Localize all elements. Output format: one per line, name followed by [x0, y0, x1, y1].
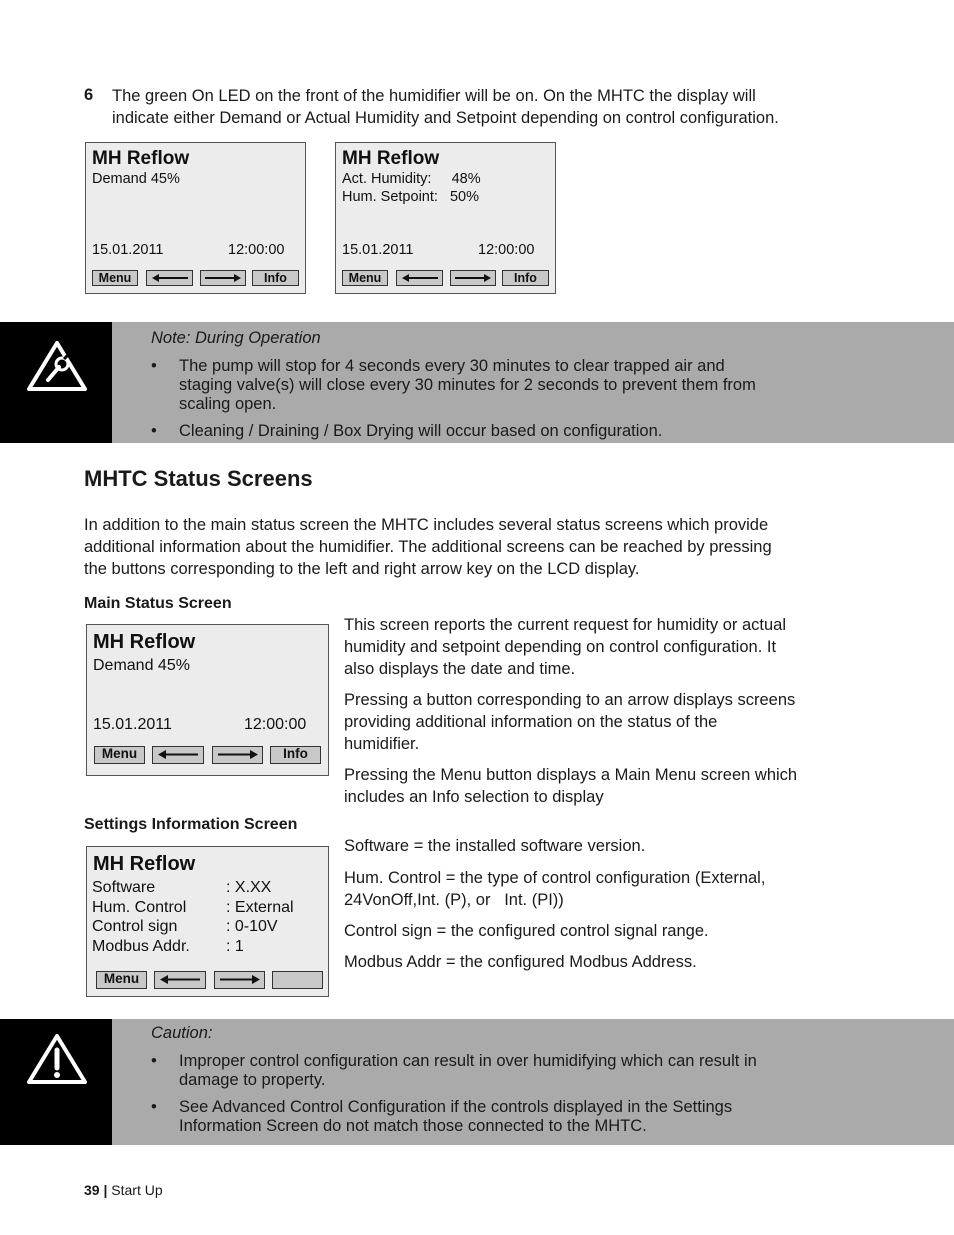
- right-arrow-icon: [454, 273, 492, 283]
- lcd-right-arrow-button[interactable]: [450, 270, 496, 286]
- lcd-time: 12:00:00: [244, 716, 307, 733]
- keyword-software: Software: [344, 837, 410, 855]
- left-arrow-icon: [159, 974, 201, 985]
- section-title: MHTC Status Screens: [84, 466, 313, 491]
- page-footer: [84, 1182, 163, 1198]
- step-text: The green On LED on the front of the humidifier will be on. On the MHTC the display will indicate either Demand or Actual Humidity and Setpoint depending on control configuration.: [112, 87, 779, 127]
- main-status-desc: This screen reports the current request for humidity or actual humidity and setpoint depending on control configuration. It also displays the date and time.: [344, 616, 787, 678]
- note-icon-block: [0, 322, 112, 443]
- lcd-date: 15.01.2011: [92, 242, 164, 258]
- lcd-date: 15.01.2011: [93, 716, 172, 733]
- note-bullet-2: Cleaning / Draining / Box Drying will occur based on configuration.: [179, 422, 663, 440]
- lcd-row-value: : 1: [226, 938, 244, 955]
- lcd-title: MH Reflow: [342, 148, 440, 169]
- lcd-hum-setpoint: Hum. Setpoint: 50%: [342, 189, 480, 205]
- keyword-arrow: arrow: [627, 691, 669, 709]
- right-arrow-icon: [219, 974, 261, 985]
- keyword-modbus-addr: Modbus Addr: [344, 953, 442, 971]
- bullet-mark: •: [151, 1052, 157, 1070]
- lcd-blank-button[interactable]: [272, 971, 323, 989]
- lcd-row-value: : X.XX: [226, 879, 272, 896]
- lcd-actual-screen: [335, 142, 556, 294]
- caution-icon-block: [0, 1019, 112, 1145]
- lcd-row-label: Hum. Control: [92, 899, 187, 916]
- exclamation-warning-icon: [26, 1033, 88, 1085]
- lcd-left-arrow-button[interactable]: [146, 270, 193, 286]
- def-control-sign: Control sign = the configured control signal range.: [344, 922, 709, 940]
- caution-bullet-1: Improper control configuration can result in over humidifying which can result in damage to property.: [179, 1052, 757, 1089]
- lcd-info-button[interactable]: Info: [502, 270, 549, 286]
- main-status-heading: Main Status Screen: [84, 595, 232, 612]
- footer-separator: |: [103, 1182, 108, 1198]
- lcd-menu-button[interactable]: Menu: [342, 270, 388, 286]
- left-arrow-icon: [151, 273, 189, 283]
- note-box: [0, 322, 954, 443]
- def-software: Software = the installed software version.: [344, 837, 646, 855]
- note-bullet-1: The pump will stop for 4 seconds every 30 minutes to clear trapped air and staging valve(s) will close every 30 minutes for 2 seconds to prevent them from scaling open.: [179, 357, 756, 413]
- lcd-demand-screen: [85, 142, 306, 294]
- lcd-right-arrow-button[interactable]: [212, 746, 263, 764]
- lcd-time: 12:00:00: [228, 242, 285, 258]
- caution-bullet-2: See Advanced Control Configuration if the controls displayed in the Settings Information Screen do not match those connected to the MHTC.: [179, 1098, 733, 1135]
- bullet-mark: •: [151, 422, 157, 440]
- lcd-title: MH Reflow: [93, 853, 196, 875]
- lcd-left-arrow-button[interactable]: [396, 270, 443, 286]
- def-modbus-addr: Modbus Addr = the configured Modbus Address.: [344, 953, 697, 971]
- keyword-control-sign: Control sign: [344, 922, 433, 940]
- lcd-row-label: Modbus Addr.: [92, 938, 190, 955]
- note-heading: Note: During Operation: [151, 329, 321, 347]
- lcd-settings-screen: [86, 846, 329, 997]
- lcd-title: MH Reflow: [93, 631, 196, 653]
- lcd-main-status-screen: [86, 624, 329, 776]
- keyword-hum-control: Hum. Control: [344, 869, 442, 887]
- lcd-time: 12:00:00: [478, 242, 535, 258]
- lcd-row-label: Control sign: [92, 918, 178, 935]
- caution-box: [0, 1019, 954, 1145]
- right-arrow-icon: [217, 749, 259, 760]
- main-status-arrow-desc: Pressing a button corresponding to an arrow displays screens providing additional information on the status of the humidifier.: [344, 691, 796, 753]
- keyword-menu-button: Menu button: [440, 766, 533, 784]
- footer-section: Start Up: [111, 1182, 163, 1198]
- caution-heading: Caution:: [151, 1024, 213, 1042]
- lcd-row-label: Software: [92, 879, 156, 896]
- left-arrow-icon: [157, 749, 199, 760]
- lcd-info-button[interactable]: Info: [252, 270, 299, 286]
- step-number: 6: [84, 86, 94, 104]
- lcd-row-value: : External: [226, 899, 294, 916]
- bullet-mark: •: [151, 357, 157, 375]
- lcd-left-arrow-button[interactable]: [152, 746, 204, 764]
- def-hum-control: Hum. Control = the type of control configuration (External, 24VonOff,Int. (P), or Int. (PI)): [344, 869, 766, 909]
- bullet-mark: •: [151, 1098, 157, 1116]
- left-arrow-icon: [401, 273, 439, 283]
- lcd-demand-line: Demand 45%: [92, 171, 180, 187]
- page-number: 39: [84, 1182, 100, 1198]
- settings-heading: Settings Information Screen: [84, 816, 298, 833]
- lcd-menu-button[interactable]: Menu: [96, 971, 147, 989]
- right-arrow-icon: [204, 273, 242, 283]
- wrench-warning-icon: [26, 340, 88, 392]
- lcd-date: 15.01.2011: [342, 242, 414, 258]
- lcd-act-humidity: Act. Humidity: 48%: [342, 171, 481, 187]
- lcd-menu-button[interactable]: Menu: [94, 746, 145, 764]
- lcd-demand-line: Demand 45%: [93, 657, 190, 674]
- main-status-menu-desc: Pressing the Menu button displays a Main Menu screen which includes an Info selection to display: [344, 766, 798, 806]
- lcd-title: MH Reflow: [92, 148, 190, 169]
- lcd-info-button[interactable]: Info: [270, 746, 321, 764]
- lcd-row-value: : 0-10V: [226, 918, 278, 935]
- lcd-left-arrow-button[interactable]: [154, 971, 206, 989]
- section-intro: In addition to the main status screen the MHTC includes several status screens which provide additional information about the humidifier. The additional screens can be reached by pressing the buttons corresponding to the left and right arrow key on the LCD display.: [84, 516, 772, 578]
- lcd-menu-button[interactable]: Menu: [92, 270, 138, 286]
- lcd-right-arrow-button[interactable]: [214, 971, 265, 989]
- lcd-right-arrow-button[interactable]: [200, 270, 246, 286]
